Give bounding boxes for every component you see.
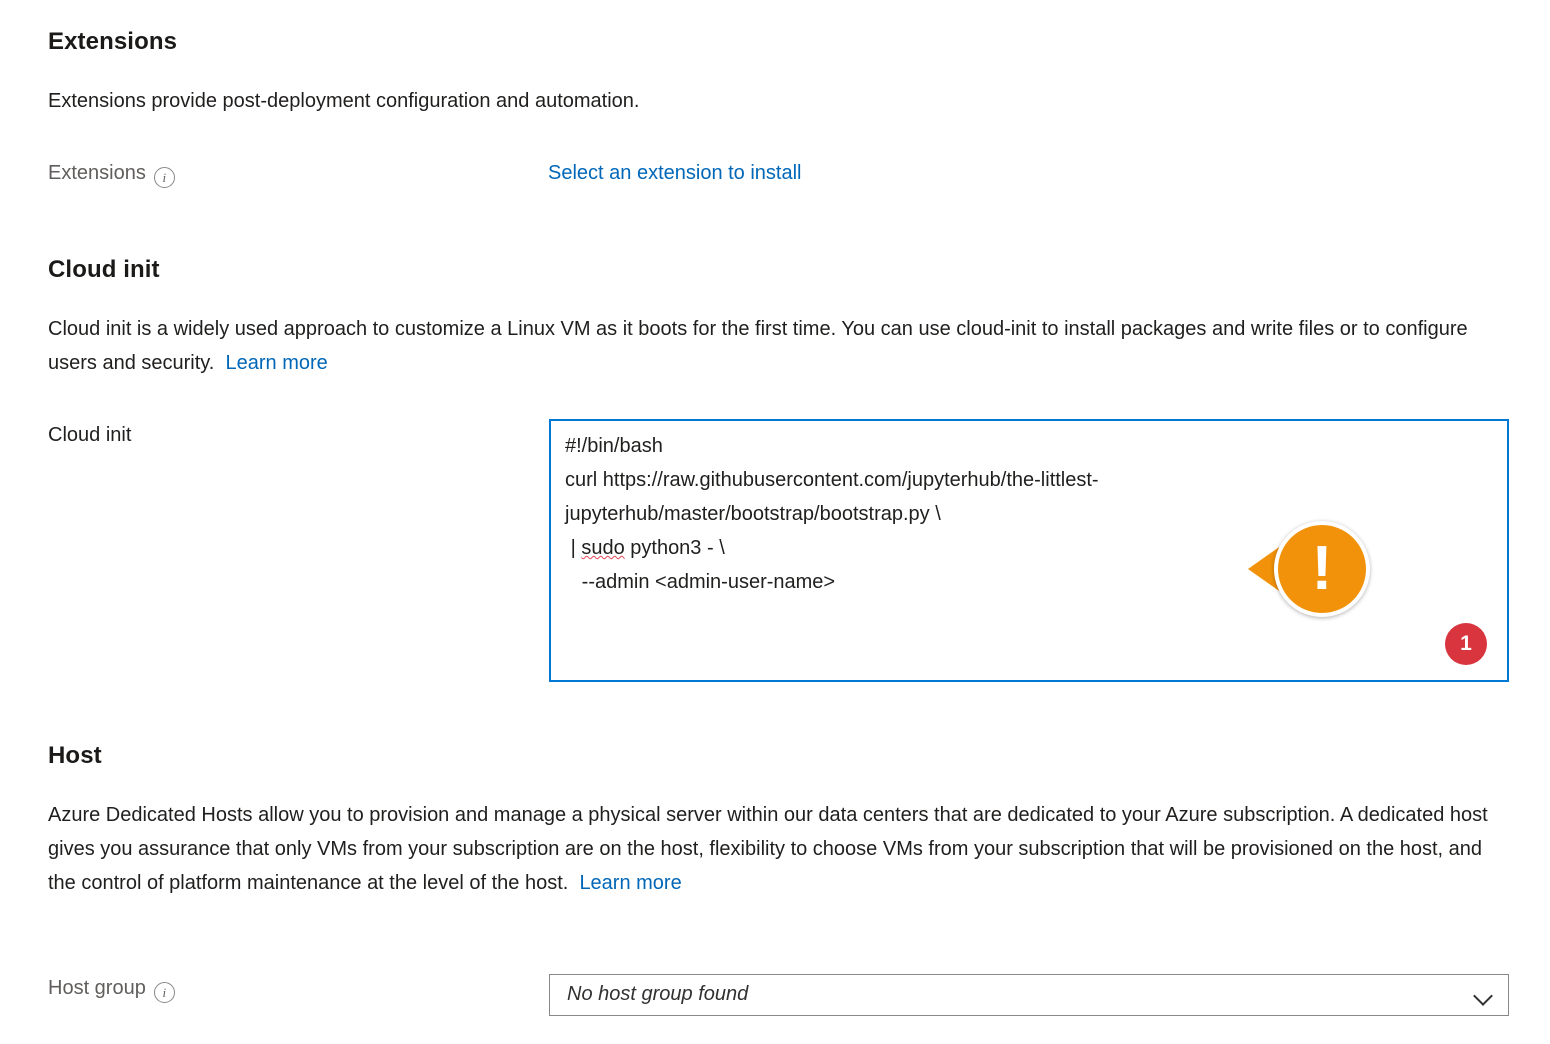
cloud-init-line-3-sudo: sudo [581,537,625,559]
cloud-init-line-2: curl https://raw.githubusercontent.com/jupyterhub/the-littlest-jupyterhub/master/bootstrap/bootstrap.py \ [565,469,1099,525]
cloud-init-section-description [48,312,1498,380]
extensions-section-title: Extensions [48,28,178,55]
host-section-title: Host [48,742,102,769]
select-extension-link[interactable]: Select an extension to install [548,162,802,184]
cloud-init-learn-more-link[interactable]: Learn more [225,352,328,374]
cloud-init-script-content[interactable] [565,429,1325,599]
extensions-section-description: Extensions provide post-deployment configuration and automation. [48,90,640,112]
info-icon[interactable]: i [154,982,175,1003]
extensions-field-label: Extensions [48,162,146,184]
extensions-field-label-group [48,162,175,185]
cloud-init-line-3-suffix: python3 - \ [624,537,725,559]
host-section-description [48,798,1508,900]
host-description-text: Azure Dedicated Hosts allow you to provision and manage a physical server within our data centers that are dedicated to your Azure subscription. A dedicated host gives you assurance that only VMs from your subscription are on the host, flexibility to choose VMs from your subscription that will be provisioned on the host, and the control of platform maintenance at the level of the host. [48,804,1488,894]
warning-callout-icon [1248,521,1398,617]
cloud-init-section-title: Cloud init [48,256,160,283]
host-group-field-label-group [48,977,175,1000]
host-group-dropdown[interactable] [549,974,1509,1016]
info-icon[interactable]: i [154,167,175,188]
cloud-init-line-4: --admin <admin-user-name> [565,571,836,593]
host-learn-more-link[interactable]: Learn more [579,872,682,894]
host-group-selected-value: No host group found [567,983,749,1005]
cloud-init-line-1: #!/bin/bash [565,435,663,457]
cloud-init-line-3-prefix: | [565,537,582,559]
host-group-field-label: Host group [48,977,146,999]
step-number-badge: 1 [1445,623,1487,665]
chevron-down-icon[interactable] [1474,986,1494,1006]
exclamation-icon [1274,521,1370,617]
cloud-init-description-text: Cloud init is a widely used approach to customize a Linux VM as it boots for the first time. You can use cloud-init to install packages and write files or to configure users and security. [48,318,1468,374]
cloud-init-field-label: Cloud init [48,424,132,446]
